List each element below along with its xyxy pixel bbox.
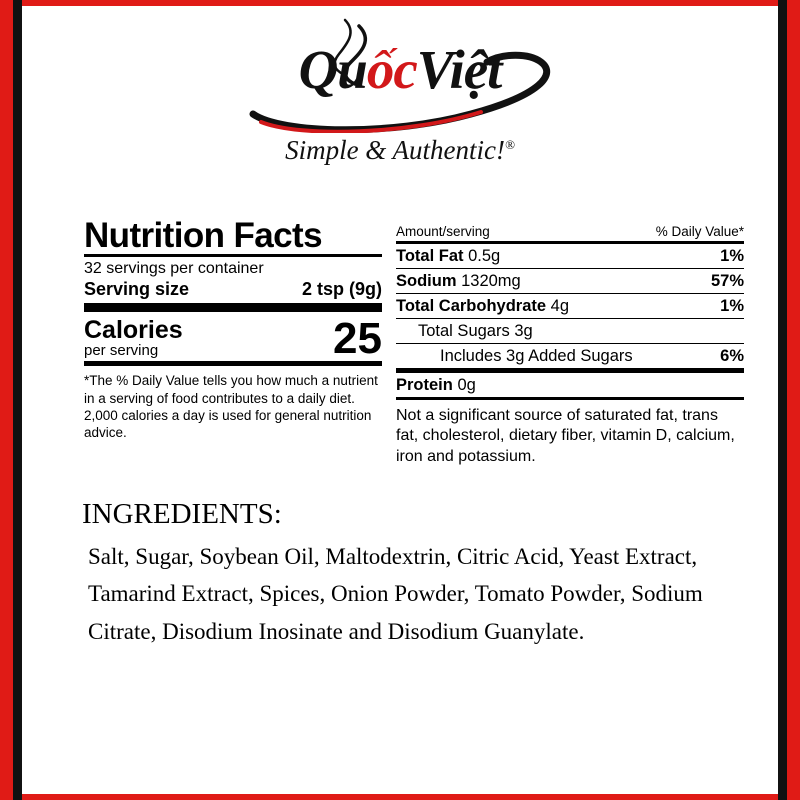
- nutrient-dv: 1%: [720, 247, 744, 265]
- calories-row: [84, 312, 382, 362]
- nutrient-amount: 1320mg: [461, 272, 521, 290]
- nutrition-left-column: [84, 218, 382, 467]
- nutrient-row: [396, 319, 744, 343]
- nutrient-label-amount: [396, 297, 569, 316]
- nutrient-dv: 6%: [720, 347, 744, 365]
- brand-name: [235, 39, 565, 100]
- nutrient-label-amount: [440, 347, 633, 366]
- nutrient-row: [396, 294, 744, 318]
- nutrition-column-headers: [396, 224, 744, 241]
- label-content: [22, 6, 778, 794]
- brand-logo: [22, 18, 778, 166]
- serving-size-label: Serving size: [84, 278, 190, 299]
- nutrient-amount: 0g: [457, 376, 476, 394]
- brand-tagline: [22, 135, 778, 166]
- nutrient-amount: 3g: [514, 322, 533, 340]
- nutrient-amount: 0.5g: [468, 247, 501, 265]
- servings-per-container: 32 servings per container: [84, 259, 264, 277]
- nutrient-label: Includes 3g Added Sugars: [440, 347, 633, 365]
- brand-wordmark: [235, 18, 565, 133]
- calories-label-group: [84, 315, 183, 360]
- serving-size-value: 2 tsp (9g): [301, 278, 382, 299]
- nutrient-amount: 4g: [550, 297, 569, 315]
- border-bottom-red: [0, 794, 800, 800]
- nutrient-label: Total Fat: [396, 247, 464, 265]
- border-left-black: [13, 0, 22, 800]
- nutrient-row: [396, 344, 744, 368]
- brand-tagline-text: Simple & Authentic!: [285, 135, 506, 165]
- daily-value-header: % Daily Value*: [655, 224, 744, 239]
- calories-sublabel: per serving: [84, 341, 159, 359]
- serving-size-row: [84, 279, 382, 303]
- nutrient-dv: 57%: [710, 272, 744, 290]
- nutrient-label: Total Carbohydrate: [396, 297, 547, 315]
- nutrition-right-column: [396, 218, 744, 467]
- nutrient-label: Total Sugars: [418, 322, 510, 340]
- calories-label: Calories: [84, 315, 183, 344]
- nutrition-facts-title: Nutrition Facts: [84, 216, 322, 255]
- calories-value: 25: [333, 313, 382, 363]
- border-right-red: [787, 0, 800, 800]
- not-significant-source-note: Not a significant source of saturated fat, trans fat, cholesterol, dietary fiber, vitamin D, calcium, iron and potassium.: [396, 407, 735, 465]
- brand-name-part1: Qu: [298, 39, 367, 100]
- nutrient-label-amount: [396, 272, 521, 291]
- nutrient-row: [396, 373, 744, 397]
- brand-name-accent: ốc: [366, 39, 417, 100]
- border-left-red: [0, 0, 13, 800]
- registered-mark: ®: [505, 137, 515, 152]
- amount-per-serving-header: Amount/serving: [396, 224, 490, 239]
- nutrition-facts-panel: [84, 218, 744, 467]
- nutrient-dv: 1%: [720, 297, 744, 315]
- nutrient-row: [396, 244, 744, 268]
- brand-name-part2: Việt: [416, 39, 502, 100]
- nutrient-label-amount: [396, 376, 476, 395]
- ingredients-heading: INGREDIENTS:: [82, 498, 282, 530]
- divider-thick: [84, 303, 382, 312]
- nutrient-row: [396, 269, 744, 293]
- nutrient-label-amount: [418, 322, 533, 341]
- border-right-black: [778, 0, 787, 800]
- nutrient-label-amount: [396, 247, 500, 266]
- daily-value-footnote: *The % Daily Value tells you how much a nutrient in a serving of food contributes to a daily diet. 2,000 calories a day is used for general nutrition advice.: [84, 373, 378, 441]
- nutrient-label: Sodium: [396, 272, 457, 290]
- nutrient-label: Protein: [396, 376, 453, 394]
- ingredients-text: Salt, Sugar, Soybean Oil, Maltodextrin, Citric Acid, Yeast Extract, Tamarind Extract, Spices, Onion Powder, Tomato Powder, Sodium Citrate, Disodium Inosinate and Disodium Guanylate.: [88, 544, 703, 644]
